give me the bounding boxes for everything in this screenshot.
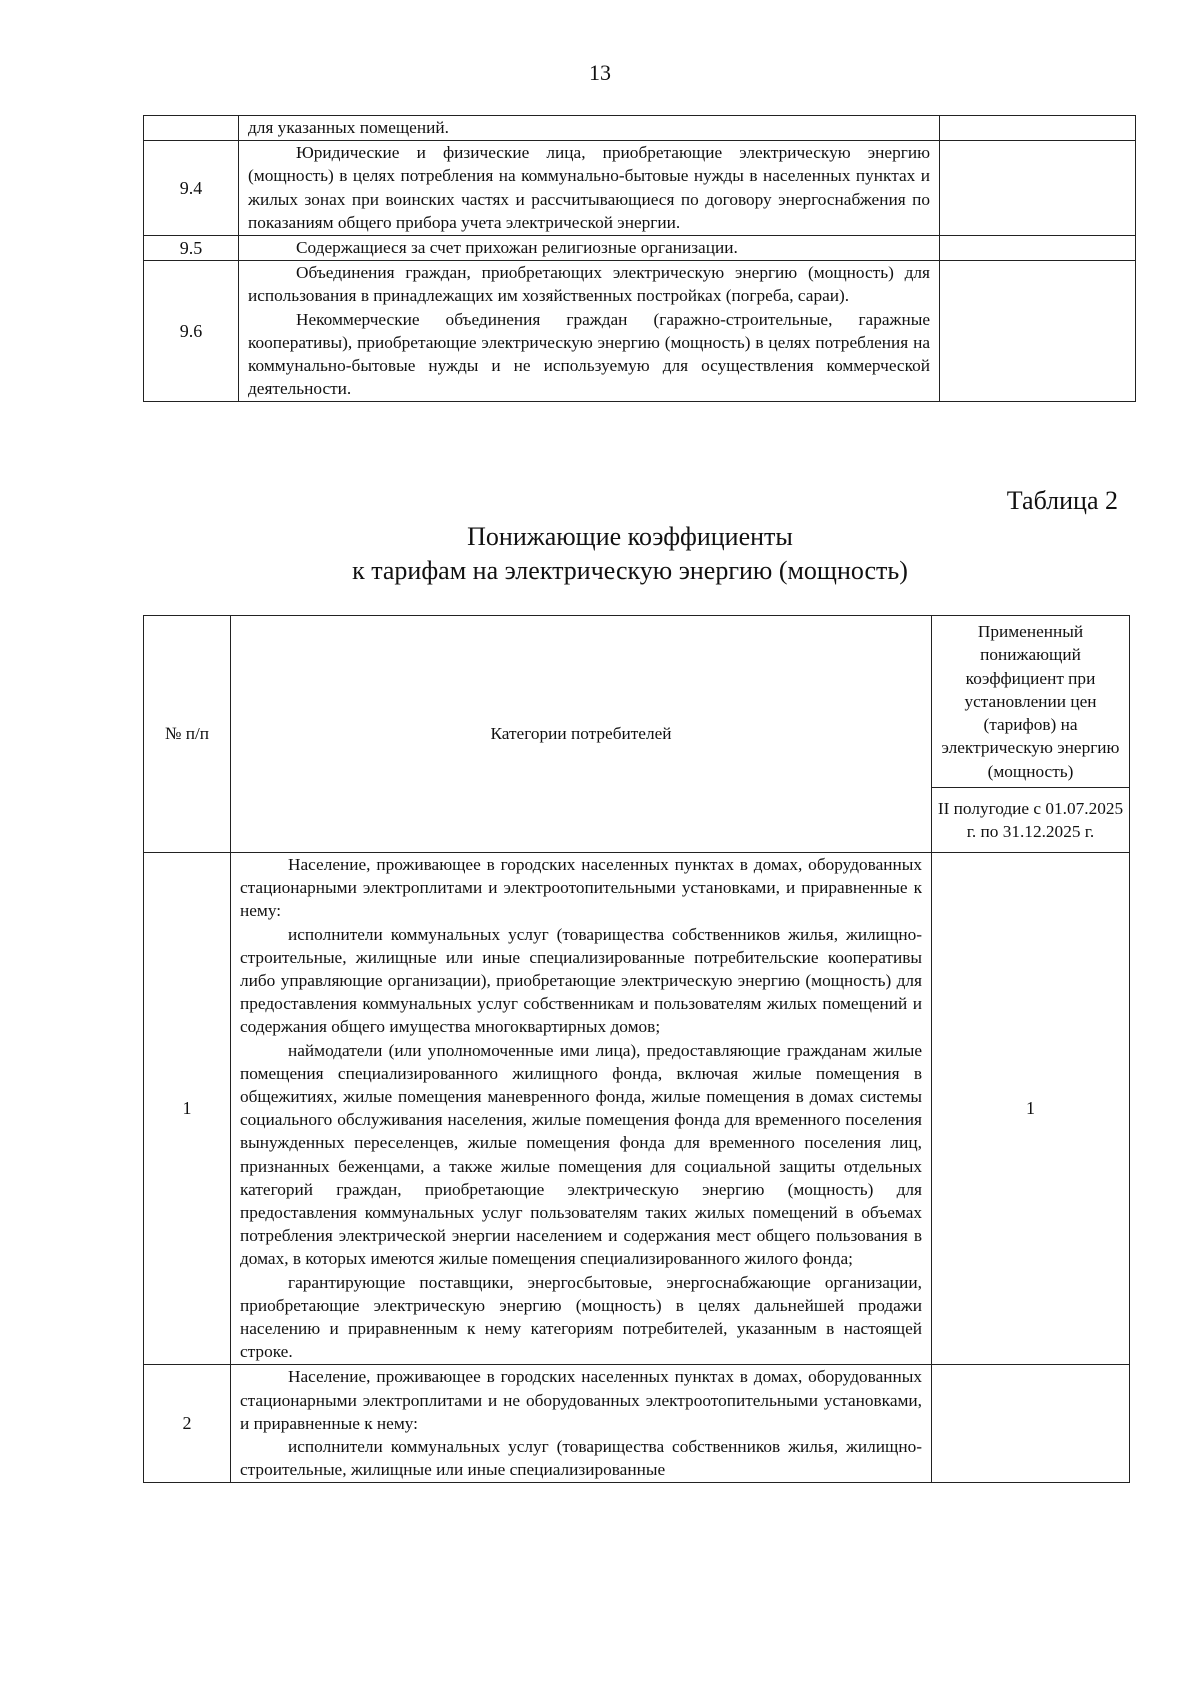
row-category-text [239,261,940,402]
page-number: 13 [589,60,611,85]
row-category-text [239,141,940,236]
table-row [144,1365,1130,1483]
table-1-continuation [143,115,1136,402]
row-paragraph: Население, проживающее в городских населенных пунктах в домах, оборудованных стационарными электроплитами и не оборудованных электроотопительными установками, и приравненные к нему: [240,1367,922,1433]
table-row [144,853,1130,1365]
row-paragraph: гарантирующие поставщики, энергосбытовые, энергоснабжающие организации, приобретающие электрическую энергию (мощность) в целях дальнейшей продажи населению и приравненным к нему категориям потребителей, указанным в настоящей строке. [240,1272,922,1362]
table-row [144,236,1136,261]
row-paragraph: Юридические и физические лица, приобретающие электрическую энергию (мощность) в целях потребления на коммунально-бытовые нужды в населенных пунктах и жилых зонах при воинских частях и рассчитывающиеся по договору энергоснабжения по показаниям общего прибора учета электрической энергии. [248,143,930,232]
row-paragraph: для указанных помещений. [248,118,449,137]
table-2-coefficients [143,615,1130,1483]
row-number: 9.4 [144,141,239,236]
row-paragraph: исполнители коммунальных услуг (товарищества собственников жилья, жилищно-строительные, жилищные или иные специализированные [240,1437,922,1480]
row-coefficient: 1 [932,853,1130,1365]
header-num: № п/п [144,616,231,853]
table-2-title-line-1: Понижающие коэффициенты [467,522,793,551]
row-category-text [239,236,940,261]
table-row [144,141,1136,236]
row-empty-cell [940,236,1136,261]
row-paragraph: Объединения граждан, приобретающих электрическую энергию (мощность) для использования в принадлежащих им хозяйственных постройках (погреба, сараи). [248,263,930,306]
row-paragraph: Некоммерческие объединения граждан (гаражно-строительные, гаражные кооперативы), приобретающие электрическую энергию (мощность) в целях потребления на коммунально-бытовые нужды и не используемую для осуществления коммерческой деятельности. [248,309,930,399]
row-empty-cell [940,141,1136,236]
row-category-text [231,853,932,1365]
row-number: 2 [144,1365,231,1483]
row-empty-cell [940,261,1136,402]
table-row [144,261,1136,402]
row-paragraph: наймодатели (или уполномоченные ими лица), предоставляющие гражданам жилые помещения специализированного жилищного фонда, включая жилые помещения в общежитиях, жилые помещения маневренного фонда, жилые помещения в домах системы социального обслуживания населения, жилые помещения фонда для временного поселения вынужденных переселенцев, жилые помещения фонда для временного поселения лиц, признанных беженцами, а также жилые помещения для социальной защиты отдельных категорий граждан, приобретающие электрическую энергию (мощность) для предоставления коммунальных услуг пользователям таких жилых помещений в объемах потребления электрической энергии населением и содержания мест общего пользования в домах, в которых имеются жилые помещения специализированного жилого фонда; [240,1040,922,1269]
table-row [144,116,1136,141]
row-paragraph: исполнители коммунальных услуг (товарищества собственников жилья, жилищно-строительные, жилищные или иные специализированные потребительские кооперативы либо управляющие организации), приобретающие электрическую энергию (мощность) для предоставления коммунальных услуг собственникам и пользователям жилых помещений и содержания общего имущества многоквартирных домов; [240,924,922,1037]
row-category-text [239,116,940,141]
row-number: 9.6 [144,261,239,402]
table-2-header-row [144,616,1130,788]
header-coefficient: Примененный понижающий коэффициент при установлении цен (тарифов) на электрическую энергию (мощность) [932,616,1130,788]
row-number [144,116,239,141]
row-coefficient [932,1365,1130,1483]
row-number: 9.5 [144,236,239,261]
header-category: Категории потребителей [231,616,932,853]
row-empty-cell [940,116,1136,141]
table-2-label: Таблица 2 [1006,486,1118,515]
row-paragraph: Население, проживающее в городских населенных пунктах в домах, оборудованных стационарными электроплитами и электроотопительными установками, и приравненные к нему: [240,855,922,921]
row-category-text [231,1365,932,1483]
row-paragraph: Содержащиеся за счет прихожан религиозные организации. [296,238,738,258]
table-2-title-line-2: к тарифам на электрическую энергию (мощность) [352,556,908,585]
header-period: II полугодие с 01.07.2025 г. по 31.12.2025 г. [932,788,1130,853]
row-number: 1 [144,853,231,1365]
